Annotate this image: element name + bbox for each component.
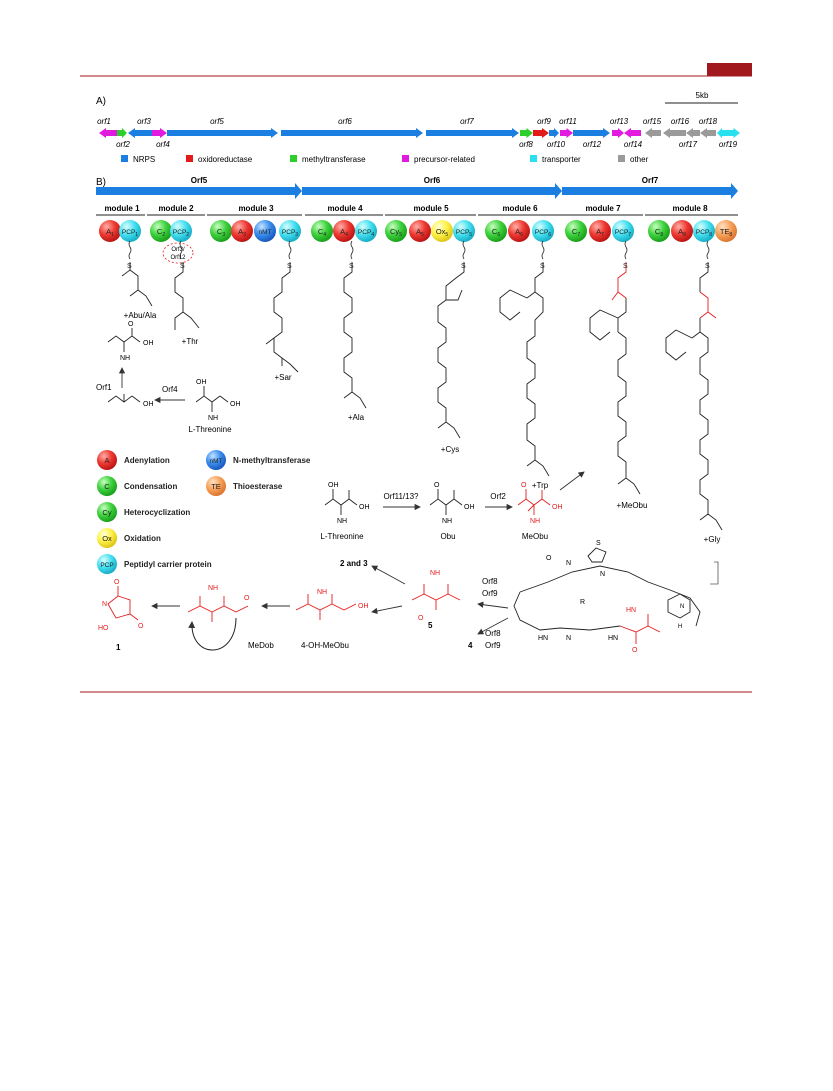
gene-arrow	[533, 128, 549, 138]
svg-text:C4: $C_4$	[317, 227, 327, 238]
module-labels	[96, 204, 738, 215]
chain-module-6	[500, 262, 549, 476]
svg-text:S: S	[349, 263, 354, 270]
domain-a7	[589, 220, 611, 242]
domain-c4	[311, 220, 333, 242]
scale-bar-label: 5kb	[695, 91, 709, 100]
gene-label-bottom: orf4	[156, 140, 170, 149]
legend-swatch	[402, 155, 409, 162]
domain-legend-item	[97, 450, 170, 470]
svg-text:N: N	[680, 604, 685, 610]
svg-text:TE8: $TE_8$	[719, 227, 733, 238]
domain-legend-item	[206, 450, 311, 470]
gene-label-top: orf15	[642, 117, 662, 126]
svg-text:PCP: PCP	[100, 562, 114, 569]
gene-arrow	[560, 128, 573, 138]
domain-pcp1	[119, 220, 141, 242]
domain-a8	[671, 220, 693, 242]
panel-b-label: B)	[96, 177, 106, 188]
medob-label: MeDob	[248, 641, 274, 650]
protein-label: Orf5	[190, 176, 208, 185]
svg-text:A1: $A_1$	[106, 227, 114, 238]
domain-ox5	[431, 220, 453, 242]
svg-text:O: O	[521, 482, 527, 489]
svg-text:A: A	[104, 456, 110, 465]
domain-c7	[565, 220, 587, 242]
svg-text:N: N	[102, 601, 108, 608]
svg-text:N: N	[566, 560, 572, 567]
gene-label-bottom: orf19	[718, 140, 738, 149]
legend-label: NRPS	[133, 155, 156, 164]
protein-label: Orf7	[641, 176, 659, 185]
svg-text:A4: $A_4$	[340, 227, 348, 238]
svg-text:OH: OH	[230, 401, 241, 408]
gene-arrow	[152, 128, 167, 138]
svg-text:Cy5: $Cy_5$	[390, 227, 402, 238]
gene-label-top: orf5	[210, 117, 224, 126]
gene-arrow	[700, 128, 716, 138]
domain-cy5	[385, 220, 407, 242]
legend-label: methyltransferase	[302, 155, 366, 164]
svg-text:PCP2: $PCP_2$	[172, 229, 190, 238]
compound-5: 5	[428, 621, 433, 630]
gene-arrow	[573, 128, 610, 138]
add-module-5: +Cys	[440, 445, 460, 454]
orf9-a: Orf9	[482, 589, 498, 598]
svg-text:Peptidyl carrier protein: Peptidyl carrier protein	[124, 560, 212, 569]
svg-text:S: S	[540, 263, 545, 270]
protein-arrow	[302, 183, 562, 199]
gene-arrow	[128, 128, 152, 138]
svg-text:A7: $A_7$	[596, 227, 604, 238]
derivative-pathway	[98, 559, 508, 652]
domain-pcp4	[355, 220, 377, 242]
svg-text:C6: $C_6$	[491, 227, 501, 238]
gene-label-bottom: orf17	[678, 140, 698, 149]
orf9-b: Orf9	[485, 641, 501, 650]
gene-label-top: orf7	[460, 117, 474, 126]
legend-label: other	[630, 155, 649, 164]
svg-text:S: S	[287, 263, 292, 270]
add-module-6: +Trp	[531, 481, 549, 490]
legend-swatch	[530, 155, 537, 162]
domain-a4	[333, 220, 355, 242]
gene-label-bottom: orf10	[546, 140, 566, 149]
svg-text:OH: OH	[328, 482, 339, 489]
protein-arrow	[96, 183, 302, 199]
domain-legend-item	[97, 502, 190, 522]
module-label: module 6	[502, 204, 538, 213]
protein-label: Orf6	[423, 176, 441, 185]
gene-label-top: orf9	[537, 117, 551, 126]
domain-legend	[97, 450, 311, 574]
chain-module-8	[666, 262, 722, 530]
svg-text:NH: NH	[530, 518, 541, 525]
svg-text:N-methyltransferase: N-methyltransferase	[233, 456, 311, 465]
svg-text:nMT: nMT	[209, 458, 223, 465]
chain-module-4	[344, 262, 366, 408]
svg-text:S: S	[127, 263, 132, 270]
svg-text:S: S	[705, 263, 710, 270]
domain-a5	[409, 220, 431, 242]
svg-text:H: H	[678, 624, 683, 630]
svg-text:O: O	[546, 555, 552, 562]
module-label: module 8	[672, 204, 708, 213]
gene-label-top: orf3	[137, 117, 151, 126]
gene-legend	[121, 155, 649, 164]
gene-arrow	[281, 128, 423, 138]
svg-text:S: S	[461, 263, 466, 270]
legend-swatch	[186, 155, 193, 162]
gene-label-top: orf13	[609, 117, 629, 126]
svg-text:PCP7: $PCP_7$	[614, 229, 632, 238]
domain-legend-item	[97, 528, 161, 548]
svg-text:Oxidation: Oxidation	[124, 534, 161, 543]
thioester-labels	[127, 263, 710, 270]
svg-text:OH: OH	[552, 504, 563, 511]
svg-text:Condensation: Condensation	[124, 482, 178, 491]
svg-text:C3: $C_3$	[216, 227, 226, 238]
svg-text:O: O	[632, 647, 638, 654]
gene-arrow	[99, 128, 117, 138]
gene-label-bottom: orf12	[582, 140, 602, 149]
legend-swatch	[290, 155, 297, 162]
gene-arrow	[167, 128, 278, 138]
module-label: module 5	[413, 204, 449, 213]
svg-text:A6: $A_6$	[515, 227, 523, 238]
svg-text:NH: NH	[442, 518, 453, 525]
compound-1: 1	[116, 643, 121, 652]
gene-arrow	[663, 128, 686, 138]
svg-text:OH: OH	[464, 504, 475, 511]
legend-label: precursor-related	[414, 155, 475, 164]
svg-text:TE: TE	[211, 482, 221, 491]
legend-label: oxidoreductase	[198, 155, 253, 164]
add-module-8: +Gly	[703, 535, 721, 544]
domain-c3	[210, 220, 232, 242]
meobu-label: MeObu	[521, 532, 549, 541]
domain-row	[99, 220, 737, 242]
domain-c6	[485, 220, 507, 242]
legend-swatch	[121, 155, 128, 162]
domain-te8	[715, 220, 737, 242]
module-label: module 2	[158, 204, 194, 213]
svg-text:Heterocyclization: Heterocyclization	[124, 508, 191, 517]
svg-text:NH: NH	[208, 585, 219, 592]
svg-text:Thioesterase: Thioesterase	[233, 482, 283, 491]
domain-pcp2	[170, 220, 192, 242]
module-label: module 4	[327, 204, 363, 213]
svg-text:OH: OH	[196, 379, 207, 386]
svg-text:NH: NH	[208, 415, 219, 422]
svg-text:OH: OH	[143, 340, 154, 347]
domain-a1	[99, 220, 121, 242]
domain-pcp7	[612, 220, 634, 242]
gene-arrow	[520, 128, 533, 138]
gene-cluster	[99, 128, 740, 138]
svg-text:O: O	[138, 623, 144, 630]
domain-pcp5	[453, 220, 475, 242]
svg-text:R: R	[580, 599, 586, 606]
gene-arrow	[117, 128, 127, 138]
gene-label-top: orf1	[97, 117, 111, 126]
gene-label-bottom: orf14	[623, 140, 643, 149]
gene-label-top: orf11	[559, 117, 577, 126]
arrow-orf11-13: Orf11/13?	[383, 492, 419, 501]
svg-text:C8: $C_8$	[654, 227, 664, 238]
svg-text:Ox: Ox	[102, 534, 112, 543]
orf8-a: Orf8	[482, 577, 498, 586]
svg-text:A8: $A_8$	[678, 227, 686, 238]
domain-legend-item	[97, 554, 212, 574]
domain-pcp3	[279, 220, 301, 242]
add-module-3: +Sar	[274, 373, 292, 382]
svg-text:O: O	[434, 482, 440, 489]
svg-text:NH: NH	[430, 570, 441, 577]
add-module-7: +MeObu	[616, 501, 648, 510]
svg-text:O: O	[418, 615, 424, 622]
svg-text:NH: NH	[317, 589, 328, 596]
left-pathway	[96, 321, 241, 434]
svg-text:A3: $A_3$	[238, 227, 246, 238]
tethers	[129, 241, 709, 259]
svg-text:O: O	[114, 579, 120, 586]
svg-text:A5: $A_5$	[416, 227, 424, 238]
svg-text:OH: OH	[358, 603, 369, 610]
svg-text:S: S	[180, 263, 185, 270]
svg-text:PCP4: $PCP_4$	[357, 229, 375, 238]
svg-text:O: O	[128, 321, 134, 328]
domain-nmt	[254, 220, 276, 242]
svg-text:Ox5: $Ox_5$	[435, 227, 449, 238]
svg-text:HN: HN	[626, 607, 637, 614]
protein-arrow	[562, 183, 738, 199]
svg-text:O: O	[244, 595, 250, 602]
legend-label: transporter	[542, 155, 581, 164]
gene-arrow	[727, 128, 740, 138]
domain-legend-item	[97, 476, 177, 496]
add-module-1: +Abu/Ala	[123, 311, 157, 320]
mid-threonine-label: L-Threonine	[320, 532, 364, 541]
gene-label-bottom: orf8	[519, 140, 533, 149]
domain-a6	[508, 220, 530, 242]
svg-text:C2: $C_2$	[156, 227, 166, 238]
svg-text:PCP6: $PCP_6$	[534, 229, 552, 238]
gene-arrow	[686, 128, 700, 138]
svg-text:N: N	[566, 635, 572, 642]
svg-text:S: S	[596, 540, 601, 547]
svg-text:HN: HN	[538, 635, 549, 642]
chain-module-5	[438, 262, 464, 438]
orf8-b: Orf8	[485, 629, 501, 638]
module-label: module 1	[104, 204, 140, 213]
svg-text:NH: NH	[120, 355, 131, 362]
gene-arrow	[612, 128, 624, 138]
oh-meobu-label: 4-OH-MeObu	[300, 641, 350, 650]
left-threonine-label: L-Threonine	[188, 425, 232, 434]
two-and-three: 2 and 3	[340, 559, 368, 568]
chain-module-7	[590, 262, 640, 494]
svg-text:PCP5: $PCP_5$	[455, 229, 473, 238]
svg-text:C7: $C_7$	[571, 227, 581, 238]
gene-label-bottom: orf2	[116, 140, 130, 149]
protein-arrows	[96, 176, 738, 199]
svg-text:HO: HO	[98, 625, 109, 632]
arrow-orf2: Orf2	[490, 492, 506, 501]
orf-note-line1: Orf3/	[171, 247, 185, 253]
panel-a-label: A)	[96, 96, 106, 107]
svg-text:nMT: nMT	[258, 229, 272, 236]
gene-arrow	[645, 128, 661, 138]
svg-text:NH: NH	[337, 518, 348, 525]
svg-text:HN: HN	[608, 635, 619, 642]
svg-text:OH: OH	[143, 401, 154, 408]
enzyme-orf4: Orf4	[162, 385, 178, 394]
legend-swatch	[618, 155, 625, 162]
svg-text:Adenylation: Adenylation	[124, 456, 170, 465]
gene-label-top: orf16	[670, 117, 690, 126]
svg-text:S: S	[623, 263, 628, 270]
gene-label-top: orf6	[338, 117, 352, 126]
svg-text:C: C	[104, 482, 110, 491]
orf-note-line2: Orf12	[170, 255, 186, 261]
compound-4: 4	[468, 641, 473, 650]
domain-pcp6	[532, 220, 554, 242]
gene-arrow	[426, 128, 519, 138]
domain-c2	[150, 220, 172, 242]
enzyme-orf1: Orf1	[96, 383, 112, 392]
svg-text:N: N	[600, 571, 606, 578]
svg-text:OH: OH	[359, 504, 370, 511]
domain-pcp8	[693, 220, 715, 242]
add-module-2: +Thr	[181, 337, 199, 346]
module-label: module 7	[585, 204, 621, 213]
svg-text:Cy: Cy	[102, 508, 112, 517]
gene-arrow	[624, 128, 641, 138]
svg-text:PCP1: $PCP_1$	[121, 229, 139, 238]
header-accent-bar	[707, 63, 752, 76]
svg-text:PCP8: $PCP_8$	[695, 229, 713, 238]
domain-legend-item	[206, 476, 283, 496]
chain-module-3	[266, 262, 298, 372]
gene-label-top: orf18	[698, 117, 718, 126]
domain-a3	[231, 220, 253, 242]
macrocycle	[514, 540, 718, 654]
chain-module-2	[175, 262, 199, 330]
gene-arrow	[549, 128, 559, 138]
obu-label: Obu	[440, 532, 456, 541]
gene-arrow	[717, 128, 727, 138]
domain-c8	[648, 220, 670, 242]
add-module-4: +Ala	[347, 413, 365, 422]
module-label: module 3	[238, 204, 274, 213]
svg-text:PCP3: $PCP_3$	[281, 229, 299, 238]
